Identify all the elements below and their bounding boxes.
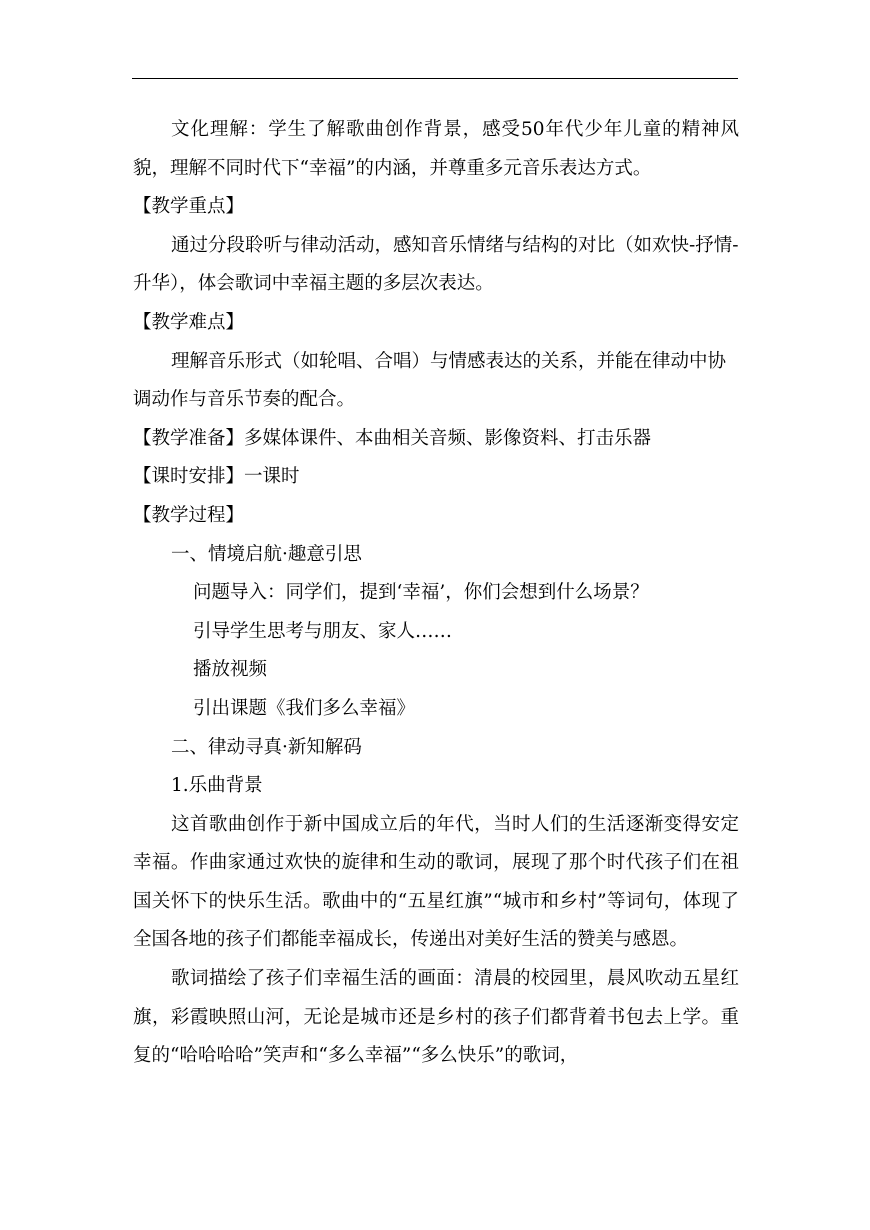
- step-guide: 引导学生思考与朋友、家人……: [193, 620, 453, 642]
- line-preparation: 【教学准备】多媒体课件、本曲相关音频、影像资料、打击乐器: [133, 427, 652, 449]
- section-2-title: 二、律动寻真·新知解码: [171, 736, 362, 758]
- step-topic: 引出课题《我们多么幸福》: [193, 697, 416, 719]
- paragraph-key-points: 通过分段聆听与律动活动，感知音乐情绪与结构的对比（如欢快-抒情-升华），体会歌词中幸福主题的多层次表达。: [133, 234, 739, 295]
- section-1-title: 一、情境启航·趣意引思: [171, 543, 362, 565]
- subsection-background-title: 1.乐曲背景: [171, 775, 263, 797]
- paragraph-difficulties: 理解音乐形式（如轮唱、合唱）与情感表达的关系，并能在律动中协调动作与音乐节奏的配合。: [133, 350, 727, 411]
- document-body: [133, 111, 739, 1076]
- heading-process: 【教学过程】: [133, 504, 245, 526]
- step-question: 问题导入：同学们，提到‘幸福’，你们会想到什么场景？: [193, 582, 649, 604]
- line-schedule: 【课时安排】一课时: [133, 466, 300, 488]
- paragraph-lyrics: 歌词描绘了孩子们幸福生活的画面：清晨的校园里，晨风吹动五星红旗，彩霞映照山河，无论是城市还是乡村的孩子们都背着书包去上学。重复的“哈哈哈哈”笑声和“多么幸福”“多么快乐”的歌词，: [133, 968, 739, 1067]
- header-rule: [132, 78, 738, 79]
- heading-key-points: 【教学重点】: [133, 196, 245, 218]
- heading-difficulties: 【教学难点】: [133, 311, 245, 333]
- paragraph-background: 这首歌曲创作于新中国成立后的年代，当时人们的生活逐渐变得安定幸福。作曲家通过欢快的旋律和生动的歌词，展现了那个时代孩子们在祖国关怀下的快乐生活。歌曲中的“五星红旗”“城市和乡村”等词句，体现了全国各地的孩子们都能幸福成长，传递出对美好生活的赞美与感恩。: [133, 813, 739, 951]
- step-video: 播放视频: [193, 659, 268, 681]
- paragraph-cultural-understanding: 文化理解：学生了解歌曲创作背景，感受50年代少年儿童的精神风貌，理解不同时代下“幸福”的内涵，并尊重多元音乐表达方式。: [133, 119, 739, 179]
